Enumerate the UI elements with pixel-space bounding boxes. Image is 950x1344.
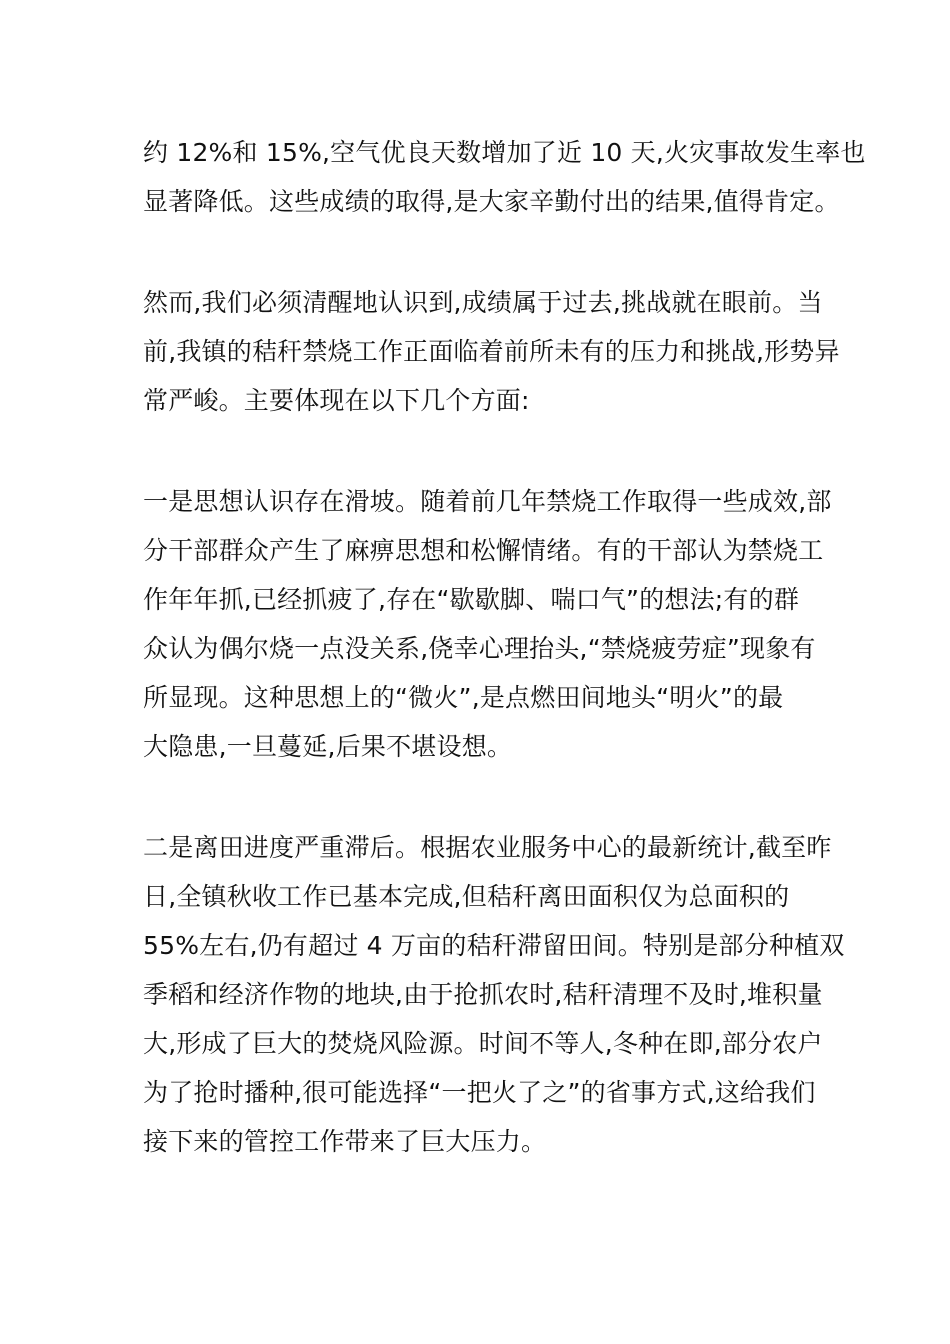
text-line: 一是思想认识存在滑坡。随着前几年禁烧工作取得一些成效,部 [143, 487, 832, 516]
text-line: 分干部群众产生了麻痹思想和松懈情绪。有的干部认为禁烧工 [143, 536, 824, 565]
text-line: 55%左右,仍有超过 4 万亩的秸秆滞留田间。特别是部分种植双 [143, 931, 845, 960]
paragraph-challenges-intro [143, 278, 840, 425]
text-line: 显著降低。这些成绩的取得,是大家辛勤付出的结果,值得肯定。 [143, 187, 840, 216]
text-line: 常严峻。主要体现在以下几个方面: [143, 386, 530, 415]
text-line: 大隐患,一旦蔓延,后果不堪设想。 [143, 732, 513, 761]
text-line: 然而,我们必须清醒地认识到,成绩属于过去,挑战就在眼前。当 [143, 288, 823, 317]
text-line: 前,我镇的秸秆禁烧工作正面临着前所未有的压力和挑战,形势异 [143, 337, 840, 366]
text-line: 大,形成了巨大的焚烧风险源。时间不等人,冬种在即,部分农户 [143, 1029, 823, 1058]
text-line: 众认为偶尔烧一点没关系,侥幸心理抬头,“禁烧疲劳症”现象有 [143, 634, 816, 663]
text-line: 接下来的管控工作带来了巨大压力。 [143, 1127, 547, 1156]
text-line: 所显现。这种思想上的“微火”,是点燃田间地头“明火”的最 [143, 683, 784, 712]
document-body [143, 128, 866, 1166]
text-line: 二是离田进度严重滞后。根据农业服务中心的最新统计,截至昨 [143, 833, 832, 862]
text-line: 约 12%和 15%,空气优良天数增加了近 10 天,火灾事故发生率也 [143, 138, 866, 167]
text-line: 为了抢时播种,很可能选择“一把火了之”的省事方式,这给我们 [143, 1078, 816, 1107]
paragraph-point-two [143, 823, 845, 1166]
paragraph-achievements [143, 128, 866, 226]
paragraph-point-one [143, 477, 832, 771]
text-line: 日,全镇秋收工作已基本完成,但秸秆离田面积仅为总面积的 [143, 882, 790, 911]
text-line: 作年年抓,已经抓疲了,存在“歇歇脚、喘口气”的想法;有的群 [143, 585, 800, 614]
text-line: 季稻和经济作物的地块,由于抢抓农时,秸秆清理不及时,堆积量 [143, 980, 823, 1009]
